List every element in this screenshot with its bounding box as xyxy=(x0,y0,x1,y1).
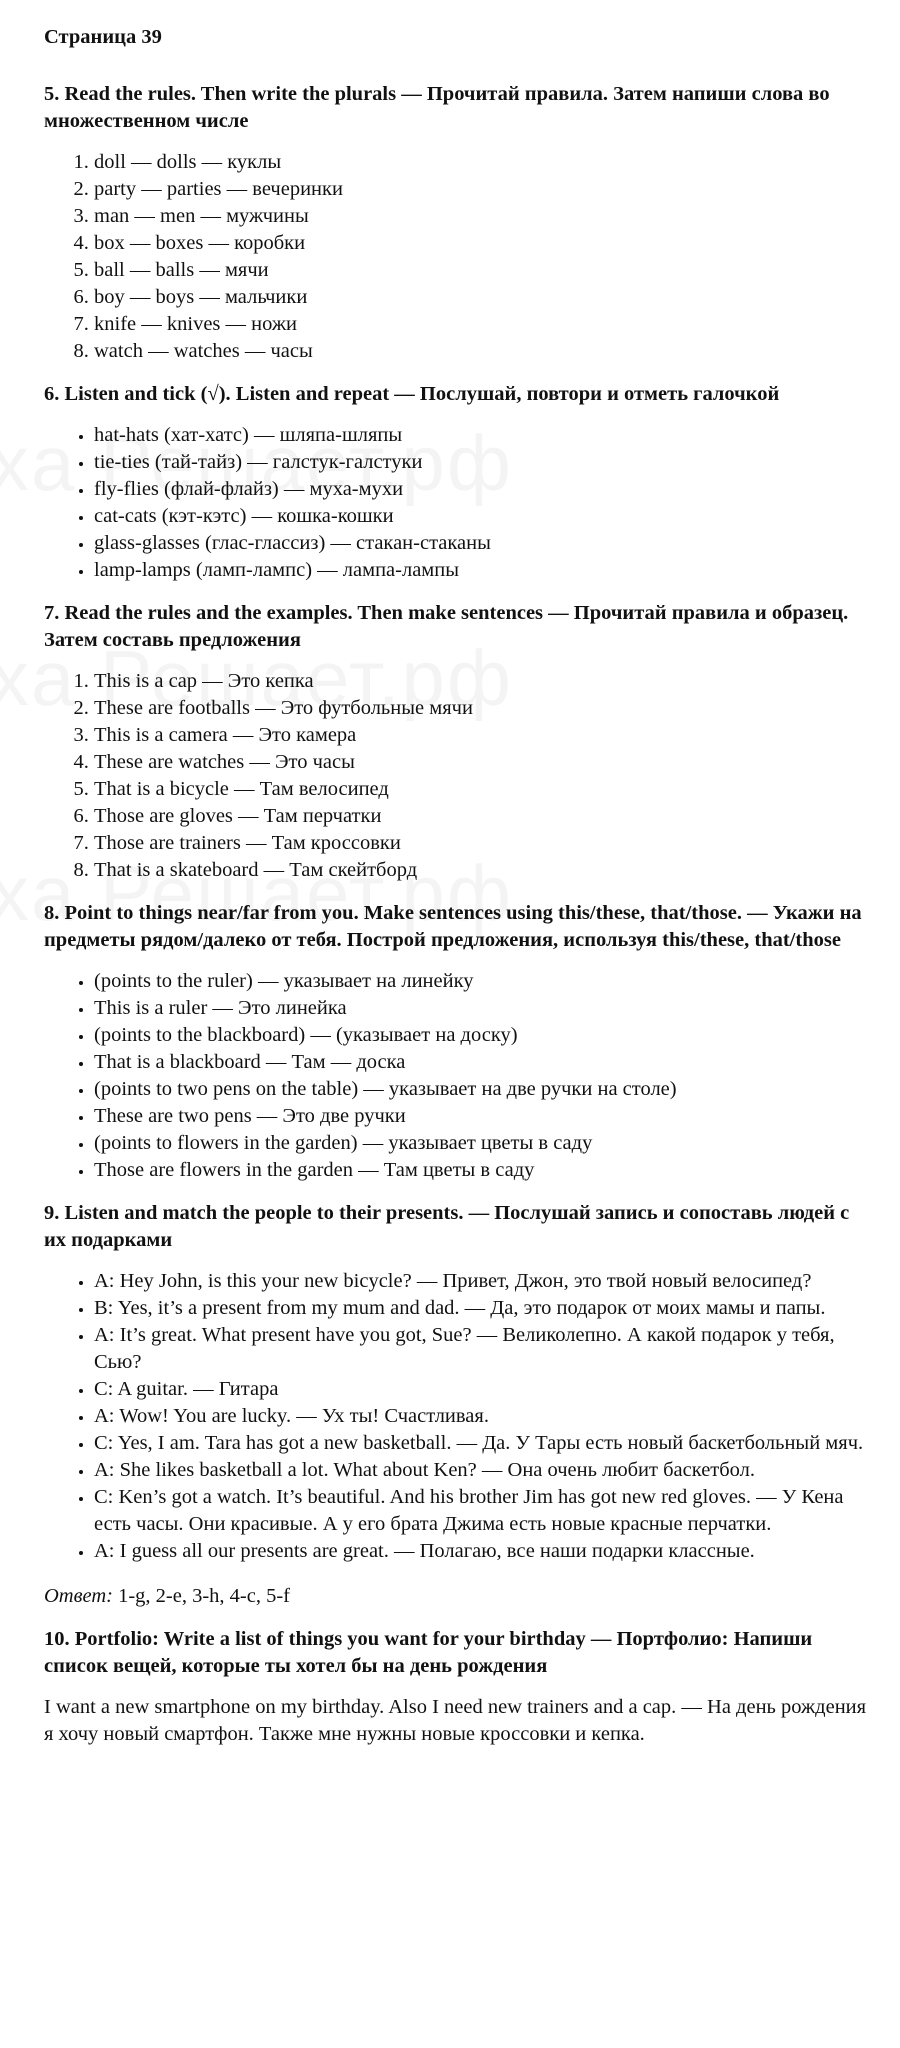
list-item: • A: I guess all our presents are great. — Полагаю, все наши подарки классные. xyxy=(94,1538,872,1565)
list-item: • C: Ken’s got a watch. It’s beautiful. And his brother Jim has got new red gloves. — У Кена есть часы. Они красивые. А у его брата Джима есть новые красные перчатки. xyxy=(94,1484,872,1538)
list-item: • B: Yes, it’s a present from my mum and dad. — Да, это подарок от моих мамы и папы. xyxy=(94,1295,872,1322)
exercise-10 xyxy=(44,1626,872,1748)
list-item: 2. These are footballs — Это футбольные мячи xyxy=(94,695,872,722)
list-item: • A: It’s great. What present have you got, Sue? — Великолепно. А какой подарок у тебя, Сью? xyxy=(94,1322,872,1376)
exercise-10-paragraph: I want a new smartphone on my birthday. Also I need new trainers and a cap. — На день рождения я хочу новый смартфон. Также мне нужны новые кроссовки и кепка. xyxy=(44,1696,867,1745)
list-item: • A: Hey John, is this your new bicycle? — Привет, Джон, это твой новый велосипед? xyxy=(94,1268,872,1295)
exercise-5-list xyxy=(44,149,872,365)
list-item: 6. Those are gloves — Там перчатки xyxy=(94,803,872,830)
list-item: 4. These are watches — Это часы xyxy=(94,749,872,776)
list-item: 3. man — men — мужчины xyxy=(94,203,872,230)
list-item: • glass-glasses (глас-глассиз) — стакан-стаканы xyxy=(94,530,872,557)
answer-value: 1-g, 2-e, 3-h, 4-c, 5-f xyxy=(112,1585,291,1607)
list-item: • hat-hats (хат-хатс) — шляпа-шляпы xyxy=(94,422,872,449)
exercise-9-list xyxy=(44,1268,872,1565)
exercise-7 xyxy=(44,600,872,884)
list-item: • cat-cats (кэт-кэтс) — кошка-кошки xyxy=(94,503,872,530)
list-item: 8. That is a skateboard — Там скейтборд xyxy=(94,857,872,884)
list-item: 5. ball — balls — мячи xyxy=(94,257,872,284)
exercise-5 xyxy=(44,81,872,365)
exercise-8-list xyxy=(44,968,872,1184)
list-item: 4. box — boxes — коробки xyxy=(94,230,872,257)
list-item: • That is a blackboard — Там — доска xyxy=(94,1049,872,1076)
list-item: • These are two pens — Это две ручки xyxy=(94,1103,872,1130)
exercise-6 xyxy=(44,381,872,584)
list-item: • Those are flowers in the garden — Там цветы в саду xyxy=(94,1157,872,1184)
exercise-6-list xyxy=(44,422,872,584)
list-item: 8. watch — watches — часы xyxy=(94,338,872,365)
list-item: • (points to the blackboard) — (указывает на доску) xyxy=(94,1022,872,1049)
list-item: • A: Wow! You are lucky. — Ух ты! Счастливая. xyxy=(94,1403,872,1430)
exercise-8-heading: 8. Point to things near/far from you. Make sentences using this/these, that/those. — Укажи на предметы рядом/далеко от тебя. Построй предложения, используя this/these, that/those xyxy=(44,902,862,951)
list-item: 5. That is a bicycle — Там велосипед xyxy=(94,776,872,803)
exercise-7-heading: 7. Read the rules and the examples. Then make sentences — Прочитай правила и образец. Затем составь предложения xyxy=(44,602,849,651)
exercise-6-heading: 6. Listen and tick (√). Listen and repeat — Послушай, повтори и отметь галочкой xyxy=(44,383,780,405)
list-item: • (points to flowers in the garden) — указывает цветы в саду xyxy=(94,1130,872,1157)
exercise-7-list xyxy=(44,668,872,884)
list-item: 7. Those are trainers — Там кроссовки xyxy=(94,830,872,857)
exercise-8 xyxy=(44,900,872,1184)
list-item: • C: Yes, I am. Tara has got a new basketball. — Да. У Тары есть новый баскетбольный мяч. xyxy=(94,1430,872,1457)
exercise-9-heading: 9. Listen and match the people to their presents. — Послушай запись и сопоставь людей с их подарками xyxy=(44,1202,850,1251)
exercise-10-heading: 10. Portfolio: Write a list of things you want for your birthday — Портфолио: Напиши список вещей, которые ты хотел бы на день рождения xyxy=(44,1628,813,1677)
list-item: • tie-ties (тай-тайз) — галстук-галстуки xyxy=(94,449,872,476)
list-item: • C: A guitar. — Гитара xyxy=(94,1376,872,1403)
list-item: 2. party — parties — вечеринки xyxy=(94,176,872,203)
list-item: 7. knife — knives — ножи xyxy=(94,311,872,338)
list-item: • This is a ruler — Это линейка xyxy=(94,995,872,1022)
page-title: Страница 39 xyxy=(44,26,162,48)
exercise-9 xyxy=(44,1200,872,1610)
list-item: 1. This is a cap — Это кепка xyxy=(94,668,872,695)
list-item: • A: She likes basketball a lot. What about Ken? — Она очень любит баскетбол. xyxy=(94,1457,872,1484)
exercise-9-answer xyxy=(44,1583,872,1610)
list-item: • (points to two pens on the table) — указывает на две ручки на столе) xyxy=(94,1076,872,1103)
list-item: 1. doll — dolls — куклы xyxy=(94,149,872,176)
exercise-5-heading: 5. Read the rules. Then write the plurals — Прочитай правила. Затем напиши слова во множественном числе xyxy=(44,83,830,132)
list-item: • lamp-lamps (ламп-лампс) — лампа-лампы xyxy=(94,557,872,584)
list-item: 6. boy — boys — мальчики xyxy=(94,284,872,311)
list-item: • fly-flies (флай-флайз) — муха-мухи xyxy=(94,476,872,503)
answer-label: Ответ: xyxy=(44,1585,113,1607)
list-item: • (points to the ruler) — указывает на линейку xyxy=(94,968,872,995)
list-item: 3. This is a camera — Это камера xyxy=(94,722,872,749)
